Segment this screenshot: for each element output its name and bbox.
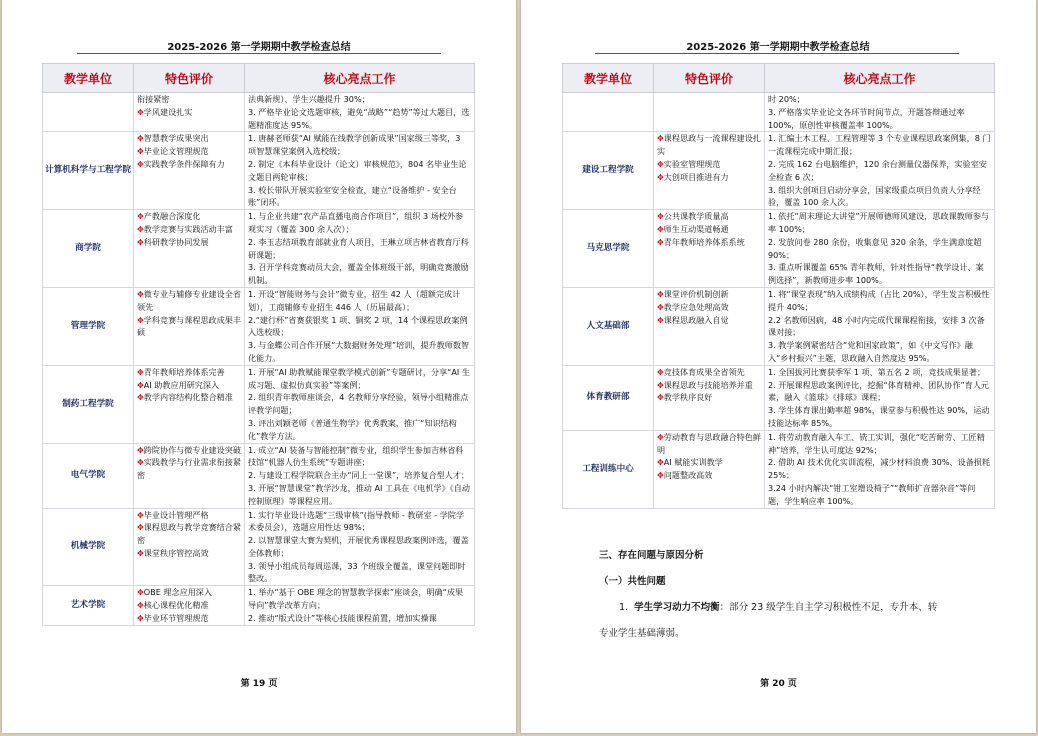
work-cell xyxy=(245,443,475,508)
unit-name: 建设工程学院 xyxy=(563,132,654,210)
feature-item: ✥AI 赋能实训教学 xyxy=(657,457,723,468)
issue-text: ：部分 23 级学生自主学习积极性不足，专升本、转 xyxy=(719,602,938,613)
bullet-icon: ✥ xyxy=(657,314,664,325)
unit-name: 艺术学院 xyxy=(43,586,134,625)
work-item: 3. 评出刘颖老师《普通生物学》优秀教案，推广“知识结构化”教学方法。 xyxy=(248,417,457,441)
bullet-icon: ✥ xyxy=(657,470,664,481)
page-header-title: 2025-2026 第一学期期中教学检查总结 xyxy=(167,42,351,53)
feature-item: ✥AI 助教应用研究深入 xyxy=(137,379,220,390)
work-item: 1. 依托“周末理论大讲堂”开展师德师风建设，思政课教师参与率 100%； xyxy=(768,211,990,234)
feature-item: ✥师生互动渠道畅通 xyxy=(657,223,729,234)
feature-item: ✥学科竞赛与课程思政成果丰硕 xyxy=(137,314,241,338)
section-title: 三、存在问题与原因分析 xyxy=(599,550,704,561)
work-item: 2. 借助 AI 技术优化实训流程，减少材料浪费 30%、设备损耗 25%； xyxy=(768,457,990,481)
work-item: 2. 与建设工程学院联合主办“同上一堂课”，培养复合型人才； xyxy=(248,470,470,481)
feature-cell xyxy=(134,443,245,508)
feature-cell xyxy=(654,430,765,508)
feature-item: ✥课程思政与教学竞赛结合紧密 xyxy=(137,522,241,546)
table-row xyxy=(43,210,475,288)
bullet-icon: ✥ xyxy=(137,106,144,117)
bullet-icon: ✥ xyxy=(137,509,144,520)
col-header-unit: 教学单位 xyxy=(43,64,134,93)
issue-title: 学生学习动力不均衡 xyxy=(634,602,720,613)
table-row xyxy=(563,210,995,288)
work-item: 2. 完成 162 台电脑维护，120 余台测量仪器保养，实验室安全检查 6 次； xyxy=(768,158,987,182)
table-row xyxy=(43,508,475,586)
col-header-unit: 教学单位 xyxy=(563,64,654,93)
feature-item: ✥教学秩序良好 xyxy=(657,392,713,403)
unit-name: 电气学院 xyxy=(43,443,134,508)
feature-cell xyxy=(654,210,765,288)
work-item: 3. 重点听课覆盖 65% 青年教师，针对性指导“教学设计、案例选择”，新教师进步率 100%。 xyxy=(768,262,984,286)
bullet-icon: ✥ xyxy=(137,366,144,377)
work-item: 1. 全国拔河比赛获季军 1 项、第五名 2 项，竞技成果显著； xyxy=(768,366,986,377)
feature-cell xyxy=(134,508,245,586)
unit-name: 体育教研部 xyxy=(563,365,654,430)
bullet-icon: ✥ xyxy=(657,133,664,144)
feature-item: ✥教学应急处理高效 xyxy=(657,301,729,312)
work-cell xyxy=(765,210,995,288)
table-row xyxy=(43,443,475,508)
issue-text-continued: 专业学生基础薄弱。 xyxy=(599,628,685,639)
feature-item: ✥教学内容结构化整合精准 xyxy=(137,392,233,403)
bullet-icon: ✥ xyxy=(137,146,144,157)
table-row xyxy=(563,365,995,430)
bullet-icon: ✥ xyxy=(657,223,664,234)
table-row xyxy=(563,132,995,210)
unit-name: 制药工程学院 xyxy=(43,365,134,443)
table-header-row xyxy=(563,64,995,93)
unit-name: 计算机科学与工程学院 xyxy=(43,132,134,210)
work-item: 1. 开设“智能财务与会计”微专业，招生 42 人（超额完成计划），工商辅修专业招生 446 人（历届最高）； xyxy=(248,288,461,312)
work-item: 2.2 名教师因病，48 小时内完成代课课程衔接，安排 3 次备课对接； xyxy=(768,314,985,338)
work-cell xyxy=(765,365,995,430)
page-number: 第 20 页 xyxy=(760,679,797,689)
feature-item: ✥课堂秩序管控高效 xyxy=(137,547,209,558)
feature-cell xyxy=(134,365,245,443)
bullet-icon: ✥ xyxy=(137,547,144,558)
bullet-icon: ✥ xyxy=(137,236,144,247)
issue-item xyxy=(619,594,979,621)
bullet-icon: ✥ xyxy=(137,314,144,325)
work-cell xyxy=(765,287,995,365)
unit-name xyxy=(43,93,134,132)
work-item: 1. 举办“基于 OBE 理念的智慧教学探索”座谈会，明确“成果导向”教学改革方向； xyxy=(248,587,464,611)
unit-name: 商学院 xyxy=(43,210,134,288)
feature-item: ✥劳动教育与思政融合特色鲜明 xyxy=(657,431,761,455)
unit-name: 马克思学院 xyxy=(563,210,654,288)
unit-name: 人文基础部 xyxy=(563,287,654,365)
feature-item: ✥问题整改高效 xyxy=(657,470,713,481)
page-header-title: 2025-2026 第一学期期中教学检查总结 xyxy=(686,42,870,53)
col-header-work: 核心亮点工作 xyxy=(765,64,995,93)
table-header-row xyxy=(43,64,475,93)
work-item: 3.24 小时内解决“钳工室增设椅子”“教师扩音器杂音”等问题，学生响应率 100%。 xyxy=(768,482,976,506)
feature-cell xyxy=(134,287,245,365)
table-body xyxy=(43,93,475,626)
bullet-icon: ✥ xyxy=(137,444,144,455)
table-row xyxy=(563,430,995,508)
bullet-icon: ✥ xyxy=(137,211,144,222)
bullet-icon: ✥ xyxy=(657,236,664,247)
feature-cell xyxy=(654,132,765,210)
work-item: 1. 汇编土木工程、工程管理等 3 个专业课程思政案例集，8 门一流课程完成中期汇报； xyxy=(768,133,991,157)
unit-name xyxy=(563,93,654,132)
work-item: 1. 成立“AI 装备与智能控制”微专业，组织学生参加吉林省科技馆“机器人仿生系统”专题讲座； xyxy=(248,444,464,468)
table-row xyxy=(43,365,475,443)
page-19 xyxy=(2,0,516,733)
work-item: 1. 实行毕业设计选题“三级审核”(指导教师 - 教研室 - 学院学术委员会），选题应用性达 98%； xyxy=(248,509,465,533)
feature-item: ✥学风建设扎实 xyxy=(137,106,193,117)
feature-item: ✥跨院协作与微专业建设突破 xyxy=(137,444,241,455)
bullet-icon: ✥ xyxy=(137,223,144,234)
bullet-icon: ✥ xyxy=(657,431,664,442)
work-item: 3. 学生体育课出勤率超 98%，课堂参与积极性达 90%，运动技能达标率 85%。 xyxy=(768,405,990,428)
work-item: 2.“建行杯”省赛获银奖 1 项、铜奖 2 项，14 个课程思政案例入选校级； xyxy=(248,314,468,338)
header-rule xyxy=(77,53,441,54)
page-20 xyxy=(521,0,1036,733)
feature-item: ✥课堂评价机制创新 xyxy=(657,288,729,299)
summary-table xyxy=(562,63,995,509)
work-cell xyxy=(245,93,475,132)
page-number: 第 19 页 xyxy=(240,679,278,689)
col-header-work: 核心亮点工作 xyxy=(245,64,475,93)
table-row xyxy=(43,586,475,625)
feature-item: 衔接紧密 xyxy=(137,94,170,104)
work-cell xyxy=(245,210,475,288)
work-cell xyxy=(245,287,475,365)
issue-number: 1. xyxy=(619,602,629,613)
feature-item: ✥毕业环节管理规范 xyxy=(137,612,209,623)
work-item: 3. 严格落实毕业论文各环节时间节点，开题答辩通过率 100%，原创性审核覆盖率 100%。 xyxy=(768,106,965,130)
unit-name: 管理学院 xyxy=(43,287,134,365)
feature-cell xyxy=(654,287,765,365)
work-cell xyxy=(245,365,475,443)
feature-item: ✥微专业与辅修专业建设全省领先 xyxy=(137,288,241,312)
bullet-icon: ✥ xyxy=(657,171,664,182)
bullet-icon: ✥ xyxy=(137,457,144,468)
work-item: 3. 开展“智慧课堂”教学沙龙，推动 AI 工具在《电机学》《自动控制原理》等课程应用。 xyxy=(248,482,470,506)
work-item: 3. 领导小组成员每周巡课，33 个班级全覆盖，课堂问题即时整改。 xyxy=(248,560,466,584)
work-item: 2. 制定《本科毕业设计（论文）审核规范》，804 名毕业生论文题目两轮审核； xyxy=(248,158,467,182)
work-item: 1. 唐赫老师获“AI 赋能在线教学创新成果”国家级三等奖，3 项智慧课堂案例入选校级； xyxy=(248,133,461,157)
table-row xyxy=(563,287,995,365)
work-item: 法典新规）、学生兴趣提升 30%； xyxy=(248,94,370,104)
table-body xyxy=(563,93,995,509)
bullet-icon: ✥ xyxy=(657,158,664,169)
feature-cell xyxy=(134,132,245,210)
bullet-icon: ✥ xyxy=(137,379,144,390)
unit-name: 机械学院 xyxy=(43,508,134,586)
work-cell xyxy=(245,508,475,586)
bullet-icon: ✥ xyxy=(657,392,664,403)
bullet-icon: ✥ xyxy=(137,600,144,611)
feature-cell xyxy=(134,586,245,625)
work-item: 3. 校长带队开展实验室安全检查，建立“设备维护 - 安全台账”闭环。 xyxy=(248,184,457,208)
feature-item: ✥课程思政与技能培养并重 xyxy=(657,379,753,390)
feature-item: ✥智慧教学成果突出 xyxy=(137,133,209,144)
feature-item: ✥毕业论文管理规范 xyxy=(137,146,209,157)
work-item: 3. 教学案例紧密结合“党和国家政策”，如《中文写作》融入“乡村振兴”主题，思政融入自然度达 95%。 xyxy=(768,340,973,363)
feature-item: ✥青年教师培养体系完善 xyxy=(137,366,225,377)
summary-table xyxy=(42,63,475,626)
bullet-icon: ✥ xyxy=(657,288,664,299)
bullet-icon: ✥ xyxy=(137,587,144,598)
work-cell xyxy=(245,586,475,625)
bullet-icon: ✥ xyxy=(657,211,664,222)
bullet-icon: ✥ xyxy=(657,457,664,468)
work-item: 3. 严格毕业论文选题审核，避免“战略”“趋势”等过大题目，选题精准度达 95%。 xyxy=(248,106,470,130)
work-item: 1. 将“课堂表现”纳入成绩构成（占比 20%），学生发言积极性提升 40%； xyxy=(768,288,990,312)
work-item: 2. 发放问卷 280 余份，收集意见 320 余条，学生满意度超 90%； xyxy=(768,236,982,260)
bullet-icon: ✥ xyxy=(137,522,144,533)
work-item: 2. 以智慧课堂大赛为契机，开展优秀课程思政案例评选，覆盖全体教师； xyxy=(248,535,469,558)
work-cell xyxy=(765,132,995,210)
feature-item: ✥青年教师培养体系系统 xyxy=(657,236,745,247)
feature-cell xyxy=(134,210,245,288)
feature-item: ✥核心课程优化精准 xyxy=(137,600,209,611)
work-item: 3. 组织大创项目启动分享会，国家级重点项目负责人分享经验，覆盖 100 余人次。 xyxy=(768,184,981,208)
bullet-icon: ✥ xyxy=(137,392,144,403)
feature-item: ✥教学竞赛与实践活动丰富 xyxy=(137,223,233,234)
feature-item: ✥公共课教学质量高 xyxy=(657,211,729,222)
unit-name: 工程训练中心 xyxy=(563,430,654,508)
feature-item: ✥竞技体育成果全省领先 xyxy=(657,366,745,377)
work-cell xyxy=(245,132,475,210)
feature-item: ✥实验室管理规范 xyxy=(657,158,721,169)
bullet-icon: ✥ xyxy=(657,301,664,312)
feature-item: ✥课程思政与一流课程建设扎实 xyxy=(657,133,761,157)
feature-item: ✥科研教学协同发展 xyxy=(137,236,209,247)
bullet-icon: ✥ xyxy=(137,288,144,299)
work-item: 1. 与企业共建“农产品直播电商合作项目”，组织 3 场校外参观实习（覆盖 300 余人次）； xyxy=(248,211,464,234)
work-item: 1. 将劳动教育融入车工、铣工实训，强化“吃苦耐劳、工匠精神”培养，学生认可度达 92%； xyxy=(768,431,985,455)
table-row xyxy=(43,93,475,132)
work-item: 1. 开展“AI 助教赋能课堂教学模式创新”专题研讨，分享“AI 生成习题、虚拟仿真实验”等案例； xyxy=(248,366,470,390)
feature-item: ✥实践教学条件保障有力 xyxy=(137,158,225,169)
col-header-features: 特色评价 xyxy=(134,64,245,93)
bullet-icon: ✥ xyxy=(657,366,664,377)
table-row xyxy=(563,93,995,132)
feature-item: ✥OBE 理念应用深入 xyxy=(137,587,212,598)
feature-cell xyxy=(134,93,245,132)
work-item: 3. 召开学科竞赛动员大会，覆盖全体班级干部，明确竞赛激励机制。 xyxy=(248,262,469,286)
feature-cell xyxy=(654,365,765,430)
work-item: 2. 李玉志结项教育部就业育人项目，王琳立项吉林省教育厅科研课题； xyxy=(248,236,469,260)
work-cell xyxy=(765,93,995,132)
col-header-features: 特色评价 xyxy=(654,64,765,93)
feature-item: ✥大创项目推进有力 xyxy=(657,171,729,182)
subsection-title: （一）共性问题 xyxy=(599,576,666,587)
feature-cell xyxy=(654,93,765,132)
work-item: 2. 组织青年教师座谈会，4 名教师分享经验，领导小组精准点评教学问题； xyxy=(248,392,469,416)
table-row xyxy=(43,287,475,365)
feature-item: ✥实践教学与行业需求衔接紧密 xyxy=(137,457,241,481)
bullet-icon: ✥ xyxy=(137,612,144,623)
header-rule xyxy=(595,53,959,54)
work-item: 2. 推动“版式设计”等核心技能课程前置，增加实操课 xyxy=(248,612,437,623)
work-item: 2. 开展课程思政案例评比，挖掘“体育精神、团队协作”育人元素，融入《篮球》《排球》课程； xyxy=(768,379,990,403)
work-item: 3. 与金蝶公司合作开展“大数据财务处理”培训，提升教师数智化能力。 xyxy=(248,340,470,363)
bullet-icon: ✥ xyxy=(137,133,144,144)
bullet-icon: ✥ xyxy=(137,158,144,169)
work-cell xyxy=(765,430,995,508)
feature-item: ✥产教融合深度化 xyxy=(137,211,201,222)
work-item: 时 20%； xyxy=(768,94,805,104)
feature-item: ✥课程思政融入自觉 xyxy=(657,314,729,325)
bullet-icon: ✥ xyxy=(657,379,664,390)
table-row xyxy=(43,132,475,210)
feature-item: ✥毕业设计管理严格 xyxy=(137,509,209,520)
